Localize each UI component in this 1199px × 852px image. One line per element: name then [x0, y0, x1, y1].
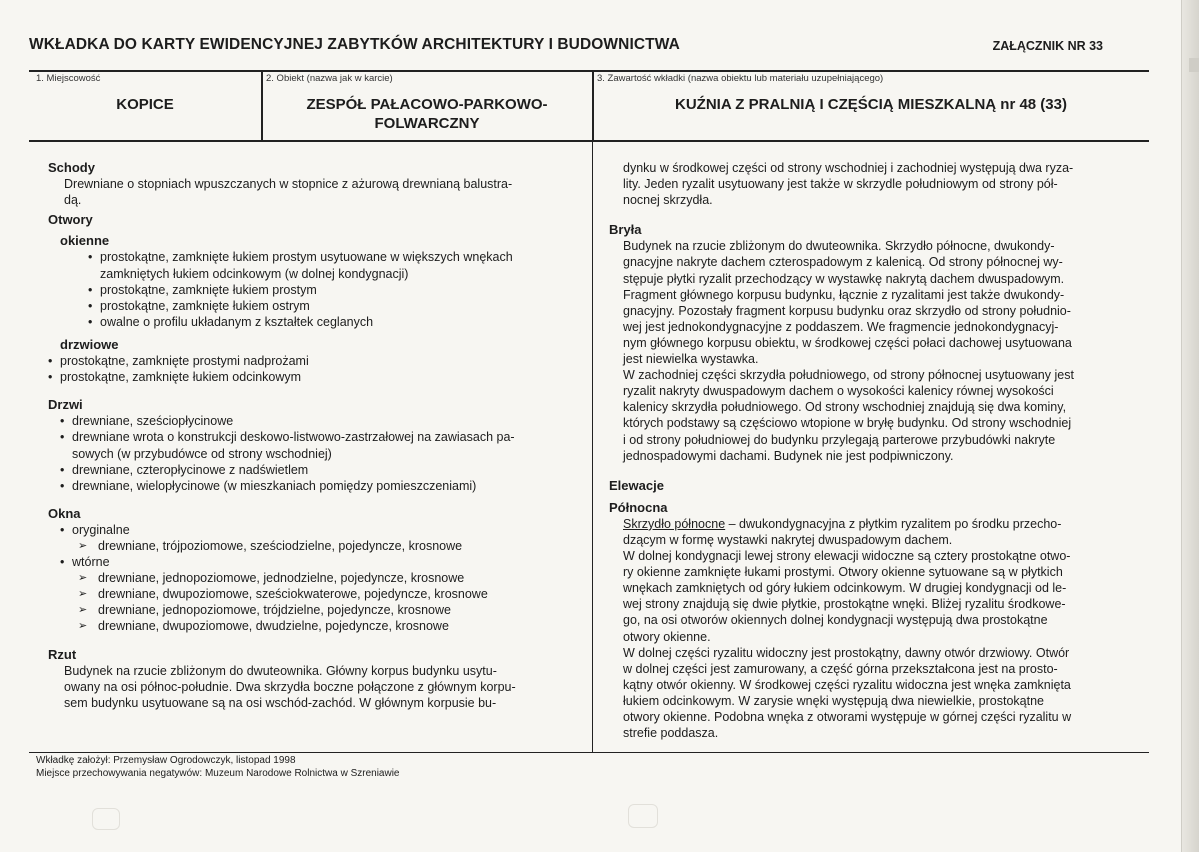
rzut-text: [48, 663, 576, 711]
text-line: nocnej skrzydła.: [623, 193, 713, 208]
text-line: strefie poddasza.: [623, 726, 719, 741]
list-item: • drewniane, wielopłycinowe (w mieszkaniach pomiędzy pomieszczeniami): [60, 478, 576, 494]
field-object-line1: ZESPÓŁ PAŁACOWO-PARKOWO-: [306, 96, 548, 113]
card-edge: [1181, 0, 1199, 852]
list-item-text: wtórne: [72, 555, 110, 570]
field-object-line2: FOLWARCZNY: [374, 115, 480, 132]
okienne-list: [48, 249, 576, 329]
text-line: lity. Jeden ryzalit usytuowany jest także w skrzydle południowym od strony pół-: [623, 177, 1058, 192]
text-line: kątny otwór okienny. W środkowej części ryzalitu widoczna jest wnęka zamknięta: [623, 677, 1071, 692]
section-heading-bryla: Bryła: [609, 222, 642, 238]
skrzydlo-polnocne-rest: – dwukondygnacyjna z płytkim ryzalitem po środku przecho-: [725, 516, 1062, 531]
text-line: gnacyjne nakryte dachem czterospadowym z kalenicą. Od strony północnej wy-: [623, 255, 1063, 270]
elewacja-polnocna-text: [609, 516, 1139, 741]
footer-negatives-location: Miejsce przechowywania negatywów: Muzeum Narodowe Rolnictwa w Szreniawie: [36, 768, 400, 779]
text-line: kalenicy skrzydła południowego. Od strony wschodniej znajdują się dwa kominy,: [623, 400, 1067, 415]
text-line: w dolnej części jest zamurowany, a część górna przekształcona jest na prosto-: [623, 661, 1058, 676]
table-top-rule: [29, 70, 1149, 72]
text-line: Budynek na rzucie zbliżonym do dwuteownika. Skrzydło północne, dwukondy-: [623, 239, 1055, 254]
okna-wtorne-sublist: [72, 570, 576, 634]
list-item: • drewniane, czteropłycinowe z nadświetlem: [60, 462, 576, 478]
text-line: jest niewielka wystawka.: [623, 352, 759, 367]
text-line: których podstawy są częściowo wtopione w bryłę budynku. Od strony wschodniej: [623, 416, 1072, 431]
text-line: wej jest jednokondygnacyjne z poddaszem. We fragmencie jednokondygnacyj-: [623, 319, 1059, 334]
list-item: • prostokątne, zamknięte prostymi nadprożami: [48, 353, 576, 369]
field-object-value: [262, 95, 592, 133]
text-line: gnacyjny. Pozostały fragment korpusu budynku oraz skrzydło od strony południo-: [623, 303, 1071, 318]
text-line: dą.: [64, 193, 82, 208]
sublist-item: ➢ drewniane, trójpoziomowe, sześciodzielne, pojedyncze, krosnowe: [78, 538, 576, 554]
section-heading-otwory: Otwory: [48, 212, 93, 228]
sublist-item: ➢ drewniane, jednopoziomowe, trójdzielne, pojedyncze, krosnowe: [78, 602, 576, 618]
card-edge-tab: [1189, 58, 1199, 72]
text-line: go, na osi otworów okiennych dolnej kondygnacji występują dwa prostokątne: [623, 613, 1048, 628]
list-item-text: prostokątne, zamknięte łukiem prostym usytuowane w większych wnękach: [100, 250, 513, 265]
right-column: [609, 160, 1139, 741]
list-item: [60, 429, 576, 461]
bryla-text: [609, 238, 1139, 463]
text-line: dynku w środkowej części od strony wschodniej i zachodniej występują dwa ryza-: [623, 161, 1074, 175]
left-column: [48, 160, 576, 711]
list-item: • prostokątne, zamknięte łukiem prostym: [88, 282, 576, 298]
sublist-item: ➢ drewniane, jednopoziomowe, jednodzielne, pojedyncze, krosnowe: [78, 570, 576, 586]
list-item: • prostokątne, zamknięte łukiem odcinkowym: [48, 369, 576, 385]
list-item-text: drewniane wrota o konstrukcji deskowo-listwowo-zastrzałowej na zawiasach pa-: [72, 430, 515, 445]
text-line: ry okienne zamknięte łukami prostymi. Otwory okienne sytuowane są w płytkich: [623, 565, 1063, 580]
rzut-continuation: [609, 160, 1139, 208]
list-item-text: oryginalne: [72, 522, 130, 537]
text-line: owany na osi północ-południe. Dwa skrzydła boczne połączone z głównym korpu-: [64, 679, 516, 694]
text-line: nym głównego korpusu obiektu, w środkowej części połaci dachowej usytuowana: [623, 335, 1072, 350]
text-line: łukiem odcinkowym. W zarysie wnęki występują dwa niewielkie, prostokątne: [623, 693, 1045, 708]
emboss-mark: [628, 804, 658, 828]
text-line: Drewniane o stopniach wpuszczanych w stopnice z ażurową drewnianą balustra-: [64, 177, 513, 192]
drzwiowe-list: [48, 353, 576, 385]
footer-author: Wkładkę założył: Przemysław Ogrodowczyk, listopad 1998: [36, 755, 296, 766]
subheading-polnocna: Północna: [609, 499, 668, 515]
text-line: wnękach zamkniętych od góry łukiem odcinkowym. W drugiej kondygnacji od le-: [623, 581, 1067, 596]
annex-number: ZAŁĄCZNIK NR 33: [992, 39, 1103, 53]
emboss-mark: [92, 808, 120, 830]
text-line: sem budynku usytuowane są na osi wschód-zachód. W głównym korpusie bu-: [64, 695, 497, 710]
text-line: [623, 516, 1139, 532]
drzwi-list: [48, 413, 576, 493]
column-divider: [592, 141, 593, 753]
field-locality-value: KOPICE: [116, 96, 174, 113]
field-object-label: 2. Obiekt (nazwa jak w karcie): [266, 73, 393, 84]
list-item-text-cont: zamkniętych łukiem odcinkowym (w dolnej kondygnacji): [100, 266, 409, 281]
list-item: [88, 249, 576, 281]
subheading-drzwiowe: drzwiowe: [60, 336, 119, 352]
skrzydlo-polnocne-label: Skrzydło północne: [623, 516, 726, 531]
list-item: • drewniane, sześciopłycinowe: [60, 413, 576, 429]
field-contents-value: KUŹNIA Z PRALNIĄ I CZĘŚCIĄ MIESZKALNĄ nr 48 (33): [675, 96, 1067, 113]
list-item-wtorne: [60, 554, 576, 634]
document-title: WKŁADKA DO KARTY EWIDENCYJNEJ ZABYTKÓW ARCHITEKTURY I BUDOWNICTWA: [29, 36, 680, 53]
schody-text: [48, 176, 576, 208]
sublist-item: ➢ drewniane, dwupoziomowe, dwudzielne, pojedyncze, krosnowe: [78, 618, 576, 634]
section-heading-elewacje: Elewacje: [609, 477, 664, 493]
table-bottom-rule: [29, 140, 1149, 142]
okna-oryginalne-sublist: [72, 538, 576, 554]
okna-list: [48, 522, 576, 635]
field-locality-label: 1. Miejscowość: [36, 73, 101, 84]
text-line: jednospadowymi dachami. Budynek nie jest podpiwniczony.: [623, 448, 954, 463]
text-line: otwory okienne. Podobna wnęka z otworami występuje w górnej części ryzalitu w: [623, 710, 1072, 724]
list-item: • prostokątne, zamknięte łukiem ostrym: [88, 298, 576, 314]
document-header: [29, 36, 1149, 56]
text-line: W dolnej części ryzalitu widoczny jest prostokątny, dawny otwór drzwiowy. Otwór: [623, 645, 1070, 660]
text-line: otwory okienne.: [623, 629, 711, 644]
section-heading-okna: Okna: [48, 505, 81, 521]
list-item: • owalne o profilu układanym z kształtek ceglanych: [88, 314, 576, 330]
text-line: wej strony znajdują się dwie płytkie, prostokątne wnęki. Bliżej ryzalitu środkowe-: [623, 597, 1066, 612]
field-contents-label: 3. Zawartość wkładki (nazwa obiektu lub materiału uzupełniającego): [597, 73, 884, 84]
text-line: dzącym w formę wystawki nakrytej dwuspadowym dachem.: [623, 532, 953, 547]
text-line: Fragment głównego korpusu budynku, łącznie z ryzalitami jest także dwukondy-: [623, 287, 1065, 302]
list-item-text-cont: sowych (w przybudówce od strony wschodniej): [72, 446, 332, 461]
text-line: ryzalit nakryty dwuspadowym dachem o wysokości kalenicy równej wysokości: [623, 384, 1054, 399]
text-line: W dolnej kondygnacji lewej strony elewacji widoczne są cztery prostokątne otwo-: [623, 549, 1071, 564]
section-heading-schody: Schody: [48, 160, 95, 175]
section-heading-drzwi: Drzwi: [48, 397, 83, 413]
text-line: i od strony południowej do budynku przylegają parterowe przybudówki nakryte: [623, 432, 1056, 447]
subheading-okienne: okienne: [60, 233, 110, 249]
body-bottom-rule: [29, 752, 1149, 753]
text-line: W zachodniej części skrzydła południowego, od strony północnej usytuowany jest: [623, 368, 1074, 383]
document-footer: [36, 754, 400, 780]
section-heading-rzut: Rzut: [48, 646, 77, 662]
list-item-oryginalne: [60, 522, 576, 554]
text-line: stępuje płytki ryzalit przechodzący w wystawkę nakrytą dachem dwuspadowym.: [623, 271, 1065, 286]
sublist-item: ➢ drewniane, dwupoziomowe, sześciokwaterowe, pojedyncze, krosnowe: [78, 586, 576, 602]
text-line: Budynek na rzucie zbliżonym do dwuteownika. Główny korpus budynku usytu-: [64, 663, 497, 678]
